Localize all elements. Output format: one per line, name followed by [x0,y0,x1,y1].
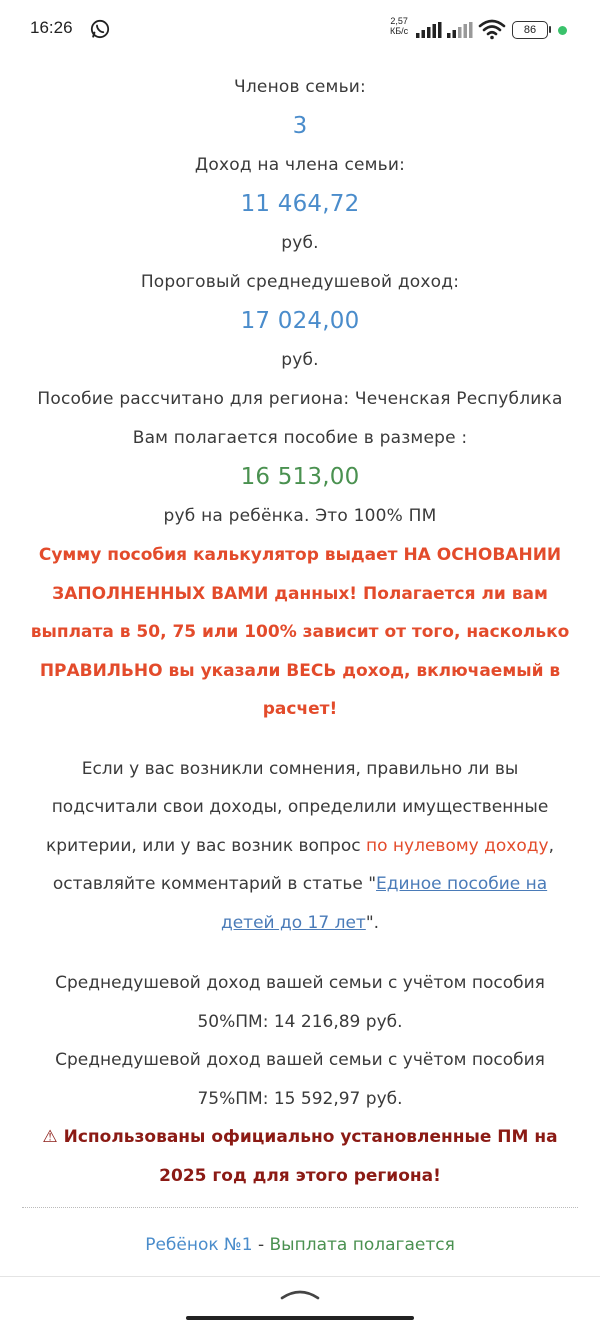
divider [22,1207,578,1208]
status-bar [0,0,600,60]
official-pm-notice-text: Использованы официально установленные ПМ на 2025 год для этого региона! [63,1127,558,1186]
threshold-value: 17 024,00 [240,308,360,334]
currency-label-2: руб. [281,350,319,370]
help-text-2: , оставляйте комментарий в статье " [52,835,554,894]
signal-icon [416,22,442,38]
status-time: 16:26 [30,18,73,37]
child-name: Ребёнок №1 [145,1235,253,1255]
average-income-75: Среднедушевой доход вашей семьи с учётом пособия 75%ПМ: 15 592,97 руб. [55,1050,545,1109]
network-speed-value: 2,57 [390,16,408,26]
zero-income-link[interactable]: по нулевому доходу [366,835,549,856]
benefit-value: 16 513,00 [240,464,360,490]
income-per-member-value: 11 464,72 [240,191,360,217]
child-separator: - [252,1235,270,1255]
whatsapp-icon [90,19,110,39]
article-link[interactable]: Единое пособие на детей до 17 лет [220,874,548,933]
benefit-note: руб на ребёнка. Это 100% ПМ [163,506,437,526]
family-members-label: Членов семьи: [234,77,366,97]
help-text-1: Если у вас возникли сомнения, правильно ли вы подсчитали свои доходы, определили имущественные критерии, или у вас возник вопрос [46,758,549,856]
warning-icon: ⚠ [42,1127,58,1147]
accuracy-warning: Сумму пособия калькулятор выдает НА ОСНОВАНИИ ЗАПОЛНЕННЫХ ВАМИ данных! Полагается ли вам выплата в 50, 75 или 100% зависит от того, насколько ПРАВИЛЬНО вы указали ВЕСЬ доход, включаемый в расчет! [30,545,570,719]
currency-label: руб. [281,233,319,253]
bottom-separator [0,1276,600,1277]
help-paragraph [0,750,600,943]
threshold-label: Пороговый среднедушевой доход: [140,272,460,292]
wifi-icon [478,18,506,40]
calculator-result [0,68,600,1264]
family-members-value: 3 [292,113,308,139]
benefit-label: Вам полагается пособие в размере : [132,428,468,448]
official-pm-notice [0,1118,600,1195]
active-dot-icon [558,26,567,35]
network-speed-unit: КБ/с [390,26,409,36]
battery-tip [549,26,551,33]
chevron-up-icon[interactable] [280,1286,320,1300]
average-income-50: Среднедушевой доход вашей семьи с учётом пособия 50%ПМ: 14 216,89 руб. [55,973,545,1032]
help-text-3: ". [365,912,380,933]
battery-indicator: 86 [512,21,548,39]
child-row[interactable] [0,1226,600,1264]
signal-icon-secondary [447,22,473,38]
income-per-member-label: Доход на члена семьи: [194,155,406,175]
child-status: Выплата полагается [269,1235,455,1255]
home-indicator[interactable] [186,1316,414,1320]
region-line: Пособие рассчитано для региона: Чеченская Республика [37,389,563,409]
network-speed [390,16,408,36]
